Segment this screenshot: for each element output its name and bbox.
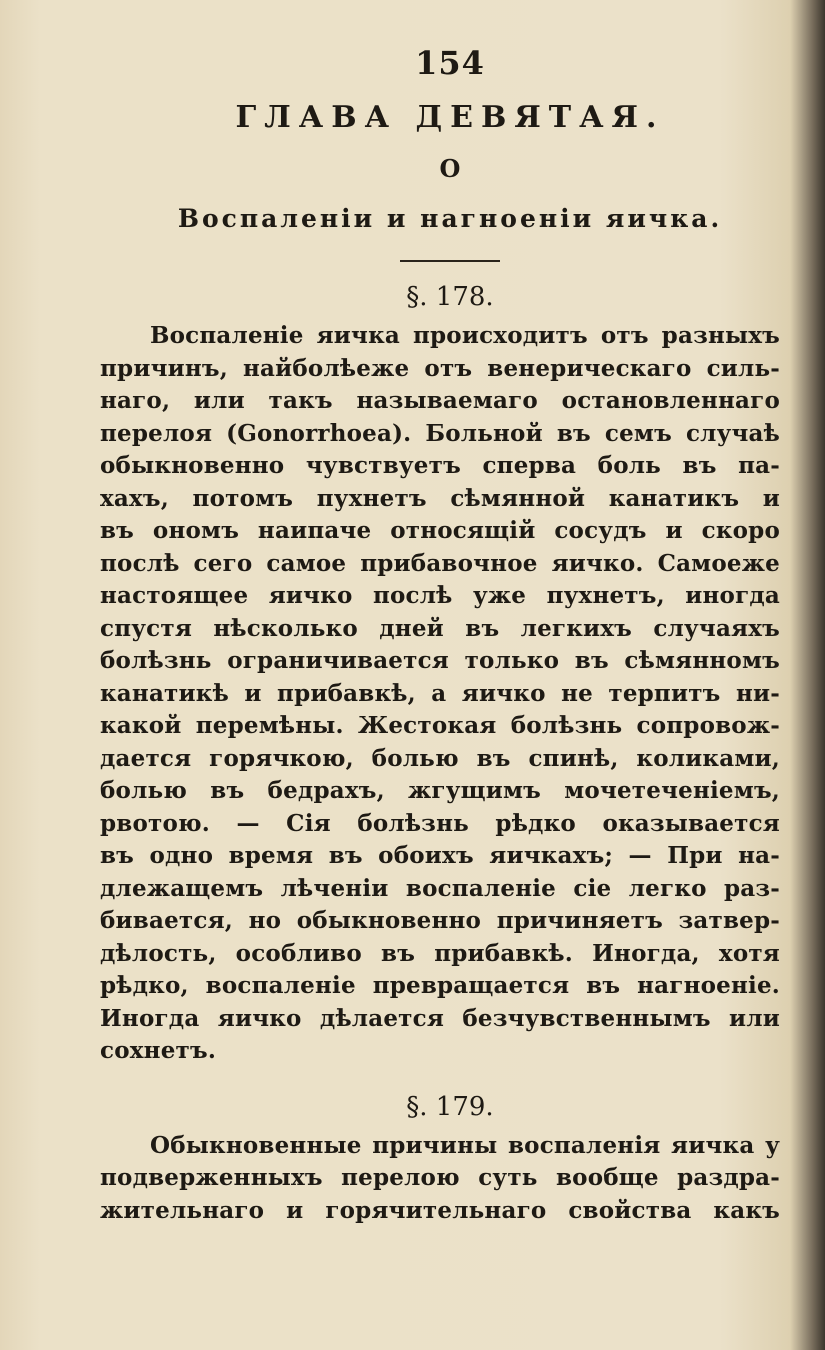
section-heading-179: §. 179. — [406, 1091, 494, 1122]
text-line: дѣлость, особливо въ прибавкѣ. Иногда, хотя — [100, 939, 780, 967]
chapter-title: ГЛАВА ДЕВЯТАЯ. — [235, 100, 665, 135]
text-line: дается горячкою, болью въ спинѣ, коликами, — [100, 744, 780, 772]
text-line: въ ономъ наипаче относящій сосудъ и скоро — [100, 517, 780, 544]
text-line: настоящее яичко послѣ уже пухнетъ, иногда — [100, 582, 780, 609]
text-line: обыкновенно чувствуетъ сперва боль въ па- — [100, 452, 780, 479]
text-line: спустя нѣсколько дней въ легкихъ случаяхъ — [100, 614, 780, 642]
text-line: сохнетъ. — [100, 1037, 217, 1064]
page-number: 154 — [415, 44, 485, 82]
text-line: Воспаленіе яичка происходитъ отъ разныхъ — [150, 322, 780, 349]
text-line: жительнаго и горячительнаго свойства какъ — [100, 1196, 780, 1224]
section-divider — [400, 260, 500, 262]
text-line: Обыкновенные причины воспаленія яичка у — [150, 1131, 780, 1159]
text-line: хахъ, потомъ пухнетъ сѣмянной канатикъ и — [100, 484, 780, 512]
text-line: Иногда яичко дѣлается безчувственнымъ или — [100, 1004, 780, 1032]
page-content — [100, 38, 780, 1227]
text-line: канатикѣ и прибавкѣ, а яичко не терпитъ ни- — [100, 679, 780, 707]
text-line: длежащемъ лѣченіи воспаленіе сіе легко раз- — [100, 874, 780, 902]
section-heading-178: §. 178. — [406, 282, 494, 312]
text-line: рѣдко, воспаленіе превращается въ нагноеніе. — [100, 972, 780, 999]
chapter-subtitle: Воспаленіи и нагноеніи яичка. — [177, 204, 723, 233]
paragraph-178 — [100, 320, 780, 1068]
text-line: подверженныхъ перелою суть вообще раздра- — [100, 1164, 780, 1191]
text-line: послѣ сего самое прибавочное яичко. Самоеже — [100, 549, 780, 577]
text-line: въ одно время въ обоихъ яичкахъ; — При на- — [100, 842, 780, 869]
text-line: рвотою. — Сія болѣзнь рѣдко оказывается — [100, 809, 780, 837]
paragraph-179 — [100, 1130, 780, 1228]
text-line: наго, или такъ называемаго остановленнаго — [100, 387, 780, 414]
text-line: перелоя (Gonorrhoea). Больной въ семъ случаѣ — [100, 419, 780, 447]
text-line: болѣзнь ограничивается только въ сѣмянномъ — [100, 647, 780, 674]
chapter-preposition: О — [439, 154, 461, 183]
text-line: какой перемѣны. Жестокая болѣзнь сопровож- — [100, 712, 780, 739]
text-line: болью въ бедрахъ, жгущимъ мочетеченіемъ, — [100, 777, 780, 804]
text-line: причинъ, найболѣеже отъ венерическаго силь- — [100, 354, 780, 382]
text-line: бивается, но обыкновенно причиняетъ затвер- — [100, 907, 780, 934]
